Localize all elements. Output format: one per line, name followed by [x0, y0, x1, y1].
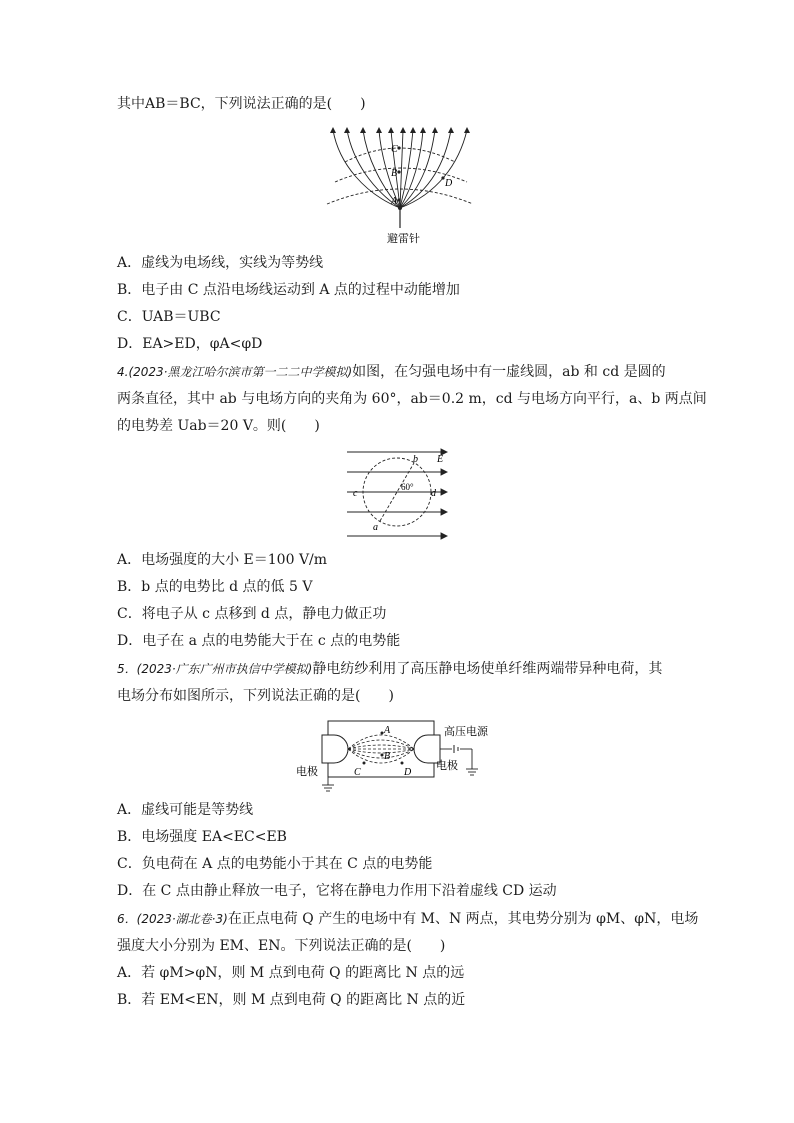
point-a-label: A — [391, 196, 398, 207]
question-intro: 其中AB＝BC，下列说法正确的是( ) — [117, 96, 366, 112]
point-c-label: C — [391, 144, 398, 155]
field-e-label: E — [437, 454, 444, 465]
q5-option-a: A．虚线可能是等势线 — [117, 802, 254, 818]
q4-stem-text: 如图，在匀强电场中有一虚线圆，ab 和 cd 是圆的 — [352, 364, 666, 380]
q3-option-b: B．电子由 C 点沿电场线运动到 A 点的过程中动能增加 — [117, 282, 460, 298]
q5-stem-line1 — [117, 659, 662, 679]
q3-option-a: A．虚线为电场线，实线为等势线 — [117, 255, 324, 271]
q6-source: 6．(2023·湖北卷·3) — [117, 912, 228, 926]
q5-stem-text: 静电纺纱利用了高压静电场使单纤维两端带异种电荷，其 — [312, 661, 663, 677]
q4-option-c: C．将电子从 c 点移到 d 点，静电力做正功 — [117, 606, 387, 622]
electrode-right-label: 电极 — [436, 760, 458, 772]
q4-stem-line3: 的电势差 Uab＝20 V。则( ) — [117, 418, 320, 434]
point-d-label: D — [445, 178, 453, 189]
q6-option-a: A．若 φM>φN，则 M 点到电荷 Q 的距离比 N 点的远 — [117, 965, 465, 981]
q6-option-b: B．若 EM<EN，则 M 点到电荷 Q 的距离比 N 点的近 — [117, 992, 466, 1008]
point-b-label: B — [391, 168, 398, 179]
q5-option-c: C．负电荷在 A 点的电势能小于其在 C 点的电势能 — [117, 856, 433, 872]
point-b-label: b — [413, 454, 418, 465]
angle-label: 60° — [401, 482, 414, 492]
point-b-label: B — [384, 751, 391, 762]
point-c-label: C — [354, 767, 361, 778]
point-a-label: a — [373, 522, 378, 533]
q6-stem-text: 在正点电荷 Q 产生的电场中有 M、N 两点，其电势分别为 φM、φN，电场 — [227, 911, 699, 927]
q6-stem-line2: 强度大小分别为 EM、EN。下列说法正确的是( ) — [117, 938, 446, 954]
q4-option-a: A．电场强度的大小 E＝100 V/m — [117, 552, 328, 568]
q3-option-d: D．EA>ED，φA<φD — [117, 336, 263, 352]
q5-source: 5．(2023·广东广州市执信中学模拟) — [117, 662, 313, 676]
electrode-left-label: 电极 — [296, 766, 318, 778]
q4-option-d: D．电子在 a 点的电势能大于在 c 点的电势能 — [117, 633, 401, 649]
electrospinning-figure — [296, 717, 500, 795]
uniform-field-diagram — [345, 444, 455, 544]
lightning-rod-diagram — [325, 124, 475, 246]
point-d-label: d — [431, 488, 436, 499]
electrospinning-diagram — [296, 717, 500, 795]
q5-option-b: B．电场强度 EA<EC<EB — [117, 829, 287, 845]
point-d-label: D — [404, 767, 412, 778]
lightning-rod-figure — [325, 124, 475, 246]
point-c-label: c — [353, 488, 358, 499]
q4-source: 4.(2023·黑龙江哈尔滨市第一二二中学模拟) — [117, 365, 353, 379]
q4-option-b: B．b 点的电势比 d 点的低 5 V — [117, 579, 313, 595]
q5-option-d: D．在 C 点由静止释放一电子，它将在静电力作用下沿着虚线 CD 运动 — [117, 883, 557, 899]
q6-stem-line1 — [117, 909, 698, 929]
lightning-rod-label: 避雷针 — [387, 233, 420, 245]
q5-stem-line2: 电场分布如图所示，下列说法正确的是( ) — [117, 688, 394, 704]
q4-stem-line2: 两条直径，其中 ab 与电场方向的夹角为 60°，ab＝0.2 m，cd 与电场方向平行，a、b 两点间 — [117, 391, 707, 407]
q3-option-c: C．UAB＝UBC — [117, 309, 221, 325]
point-a-label: A — [384, 725, 391, 736]
q4-stem-line1 — [117, 362, 666, 382]
uniform-field-figure — [345, 444, 455, 544]
power-supply-label: 高压电源 — [444, 726, 488, 738]
